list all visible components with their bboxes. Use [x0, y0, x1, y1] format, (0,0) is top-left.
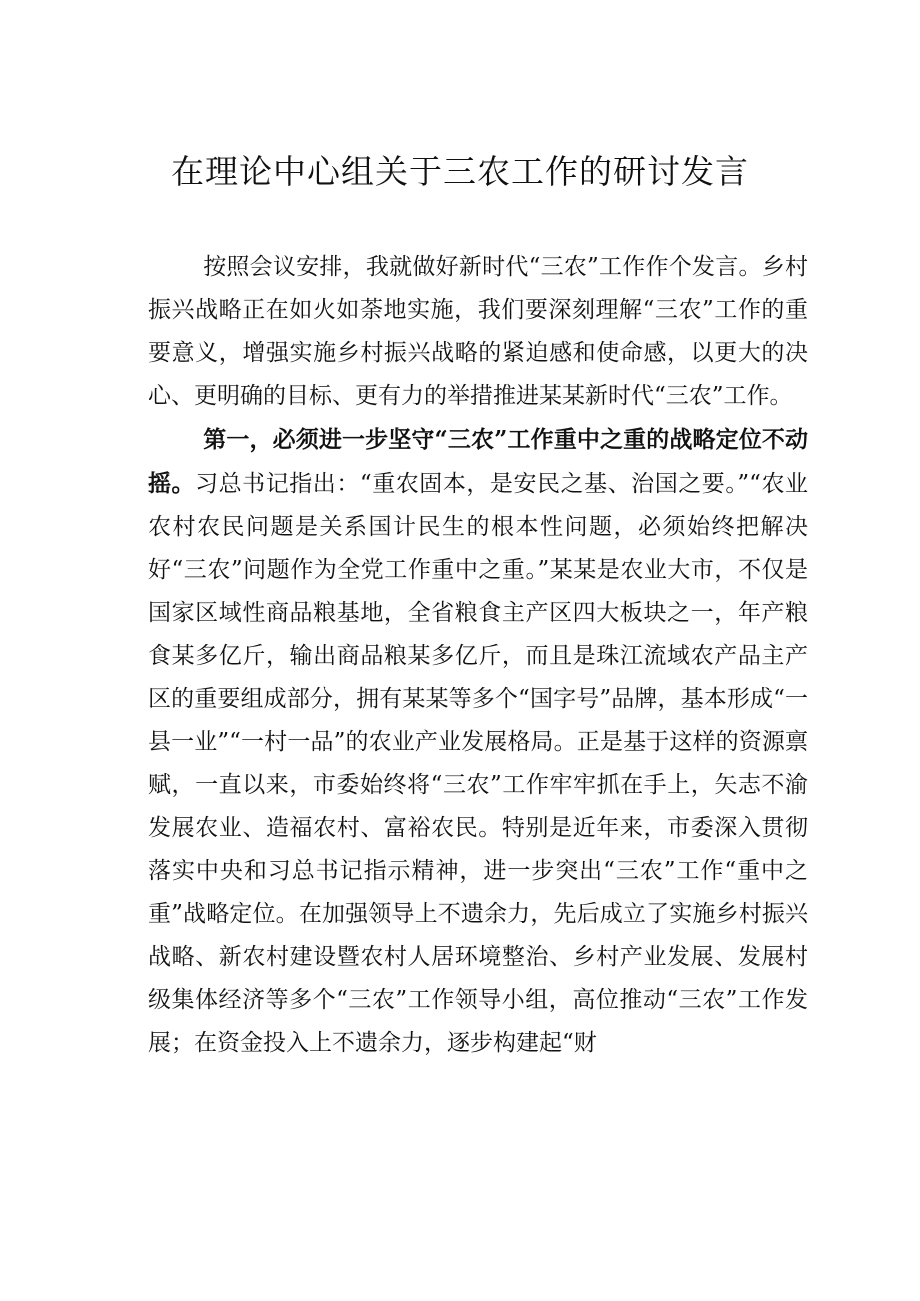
document-body: [148, 246, 808, 1065]
paragraph-first-point: [148, 418, 808, 1065]
paragraph-first-point-heading: 第一，必须进一步坚守“三农”工作重中之重的战略定位不动摇。: [148, 426, 808, 497]
paragraph-intro: [148, 246, 808, 418]
paragraph-first-point-text: 习总书记指出：“重农固本，是安民之基、治国之要。”“农业农村农民问题是关系国计民生的根本性问题，必须始终把解决好“三农”问题作为全党工作重中之重。”某某是农业大市，不仅是国家区域性商品粮基地，全省粮食主产区四大板块之一，年产粮食某多亿斤，输出商品粮某多亿斤，而且是珠江流域农产品主产区的重要组成部分，拥有某某等多个“国字号”品牌，基本形成“一县一业”“一村一品”的农业产业发展格局。正是基于这样的资源禀赋，一直以来，市委始终将“三农”工作牢牢抓在手上，矢志不渝发展农业、造福农村、富裕农民。特别是近年来，市委深入贯彻落实中央和习总书记指示精神，进一步突出“三农”工作“重中之重”战略定位。在加强领导上不遗余力，先后成立了实施乡村振兴战略、新农村建设暨农村人居环境整治、乡村产业发展、发展村级集体经济等多个“三农”工作领导小组，高位推动“三农”工作发展；在资金投入上不遗余力，逐步构建起“财: [148, 471, 809, 1056]
paragraph-intro-text: 按照会议安排，我就做好新时代“三农”工作作个发言。乡村振兴战略正在如火如荼地实施，我们要深刻理解“三农”工作的重要意义，增强实施乡村振兴战略的紧迫感和使命感，以更大的决心、更明确的目标、更有力的举措推进某某新时代“三农”工作。: [148, 254, 808, 409]
document-title: 在理论中心组关于三农工作的研讨发言: [171, 152, 749, 191]
